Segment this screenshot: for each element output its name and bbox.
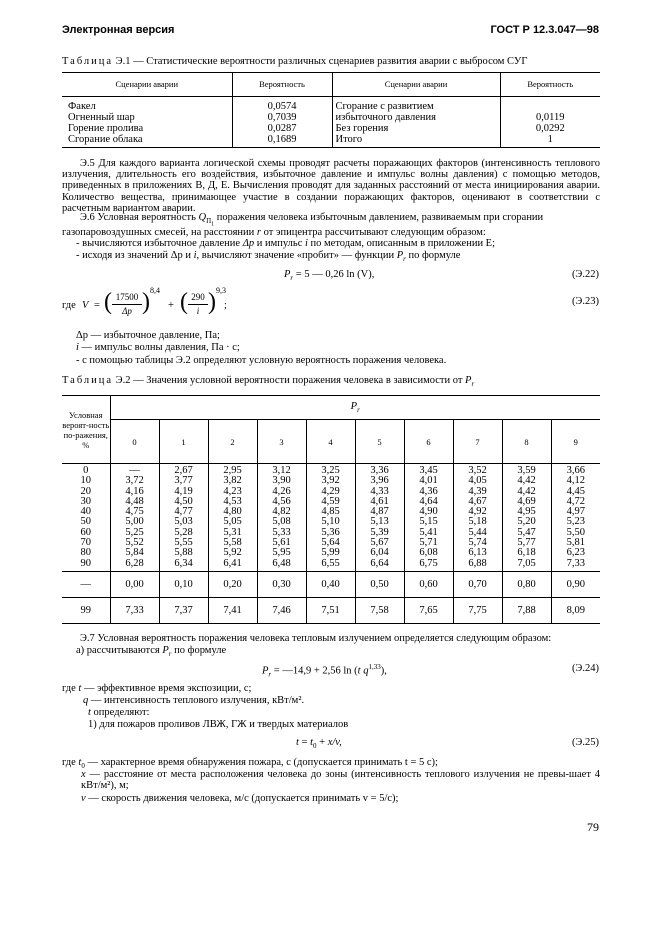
table2-column-6: 3,45 4,01 4,36 4,64 4,90 5,15 5,41 5,71 6,08 6,75 [404,464,453,572]
running-header-left: Электронная версия [62,24,175,36]
equation-number-e24: (Э.24) [571,663,599,674]
definition-dp: Δp — избыточное давление, Па; [76,330,220,341]
table1-header: Сценарии аварии [332,73,500,97]
table2-row-labels: 0 10 20 30 40 50 60 70 80 90 [62,464,110,572]
definition-q: q — интенсивность теплового излучения, кВт/м². [83,695,305,706]
table2-column-0: — 3,72 4,16 4,48 4,75 5,00 5,25 5,52 5,84 6,28 [110,464,159,572]
equation-number-e25: (Э.25) [571,737,599,748]
table1-left-scenarios: Факел Огненный шар Горение пролива Сгорание облака [62,97,232,148]
table2-column-9: 3,66 4,12 4,45 4,72 4,97 5,23 5,50 5,81 6,23 7,33 [551,464,600,572]
equation-number-e23: (Э.23) [571,296,599,307]
table2-col-header: 5 [355,420,404,464]
bullet-e6-1: - вычисляются избыточное давление Δp и импульс i по методам, описанным в приложении Е; [76,238,496,249]
equation-e24: $P_r$ = —14,9 + 2,56 ln (t $q^{1,33}$), [262,663,387,679]
definition-t0: где $t_0$ — характерное время обнаружения пожара, с (допускается принимать t = 5 с); [62,757,438,771]
table2-column-7: 3,52 4,05 4,39 4,67 4,92 5,18 5,44 5,74 6,13 6,88 [453,464,502,572]
paren-left: ( [180,289,188,315]
table2-col-header-row [62,420,600,464]
paragraph-e5: Э.5 Для каждого варианта логической схемы проводят расчеты поражающих факторов (интенсивность теплового излучения, длительность его воздействия, избыточное давление и импульс волны давления) с помощью методов, приведенных в приложениях В, Д, Е. Вычисления проводят для заданных расстояний от места инициирования аварии. Количество вещества, принимающее участие в создании поражающих факторов, оценивают в соответствии с расчетным вариантом аварии. [62,158,600,214]
paren-right: ) [142,289,150,315]
table1-left-probs: 0,0574 0,7039 0,0287 0,1689 [232,97,332,148]
table2-row-99: 99 7,33 7,37 7,41 7,46 7,51 7,58 7,65 7,75 7,88 8,09 [62,597,600,623]
table2-col-header: 1 [159,420,208,464]
table1-header: Сценарии аварии [62,73,232,97]
table2-col-header: 9 [551,420,600,464]
table1-right-probs: 0,0119 0,0292 1 [500,97,600,148]
table1-caption: Таблица Э.1 — Статистические вероятности различных сценариев развития аварии с выбросом СУГ [62,56,528,67]
table2-group-header-row [62,396,600,420]
table2-column-8: 3,59 4,42 4,42 4,69 4,95 5,20 5,47 5,77 6,18 7,05 [502,464,551,572]
table2-column-1: 2,67 3,77 4,19 4,50 4,77 5,03 5,28 5,55 5,88 6,34 [159,464,208,572]
bullet-table-ref: - с помощью таблицы Э.2 определяют условную вероятность поражения человека. [76,355,447,366]
paren-right: ) [208,289,216,315]
item-1: 1) для пожаров проливов ЛВЖ, ГЖ и твердых материалов [88,719,349,730]
fraction-bar [188,304,208,305]
table2-col-header: 0 [110,420,159,464]
paragraph-e6-line2: газопаровоздушных смесей, на расстоянии r от эпицентра рассчитывают следующим образом: [62,227,486,238]
table2-col-header: 2 [208,420,257,464]
paragraph-e6-line1: Э.6 Условная вероятность $Q_{П_1}$ поражения человека избыточным давлением, развиваемым при сгорании [80,212,544,228]
bullet-e6-2: - исходя из значений Δp и i, вычисляют значение «пробит» — функции $P_r$ по формуле [76,250,461,264]
definition-t: где t — эффективное время экспозиции, с; [62,683,252,694]
table2-column-2: 2,95 3,82 4,23 4,53 4,80 5,05 5,31 5,58 5,92 6,41 [208,464,257,572]
table1-header: Вероятность [500,73,600,97]
table2-caption: Таблица Э.2 — Значения условной вероятности поражения человека в зависимости от $P_r$ [62,375,475,389]
page-number: 79 [587,820,599,834]
definition-i: i — импульс волны давления, Па · с; [76,342,240,353]
running-header-right: ГОСТ Р 12.3.047—98 [490,24,599,36]
table2-col-header: 8 [502,420,551,464]
table1-right-scenarios: Сгорание с развитием избыточного давления Без горения Итого [332,97,500,148]
table2-row-dash: — 0,00 0,10 0,20 0,30 0,40 0,50 0,60 0,70 0,80 0,90 [62,571,600,597]
table2 [62,395,600,624]
equation-number-e22: (Э.22) [571,269,599,280]
definition-v: v — скорость движения человека, м/с (допускается принимать v = 5/с); [81,793,399,804]
equation-e25: $t = t_0 + x/v$, [296,737,342,751]
paragraph-e7: Э.7 Условная вероятность поражения человека тепловым излучением определяется следующим образом: [80,633,552,644]
table2-column-3: 3,12 3,90 4,26 4,56 4,82 5,08 5,33 5,61 5,95 6,48 [257,464,306,572]
table2-group-header: $P_r$ [110,396,600,420]
table2-col-header: 3 [257,420,306,464]
definition-x: x — расстояние от места расположения человека до зоны (интенсивность теплового излучения не превы-шает 4 кВт/м²), м; [81,769,601,792]
equation-e22: $P_r = 5$ — 0,26 ln (V), [284,269,375,283]
table2-main-block [62,464,600,572]
paren-left: ( [104,289,112,315]
table1-header: Вероятность [232,73,332,97]
table2-col-header: 4 [306,420,355,464]
t-determine: t определяют: [88,707,150,718]
fraction-bar [112,304,142,305]
table1-body-row [62,97,600,148]
table1 [62,72,600,148]
table2-column-4: 3,25 3,92 4,29 4,59 4,85 5,10 5,36 5,64 5,99 6,55 [306,464,355,572]
table2-stub-header: Условная вероят-ность по-ражения, % [62,396,110,464]
table2-column-5: 3,36 3,96 4,33 4,61 4,87 5,13 5,39 5,67 6,04 6,64 [355,464,404,572]
table1-header-row [62,73,600,97]
table2-col-header: 7 [453,420,502,464]
item-e7-a: а) рассчитываются $P_r$ по формуле [76,645,227,659]
table2-col-header: 6 [404,420,453,464]
